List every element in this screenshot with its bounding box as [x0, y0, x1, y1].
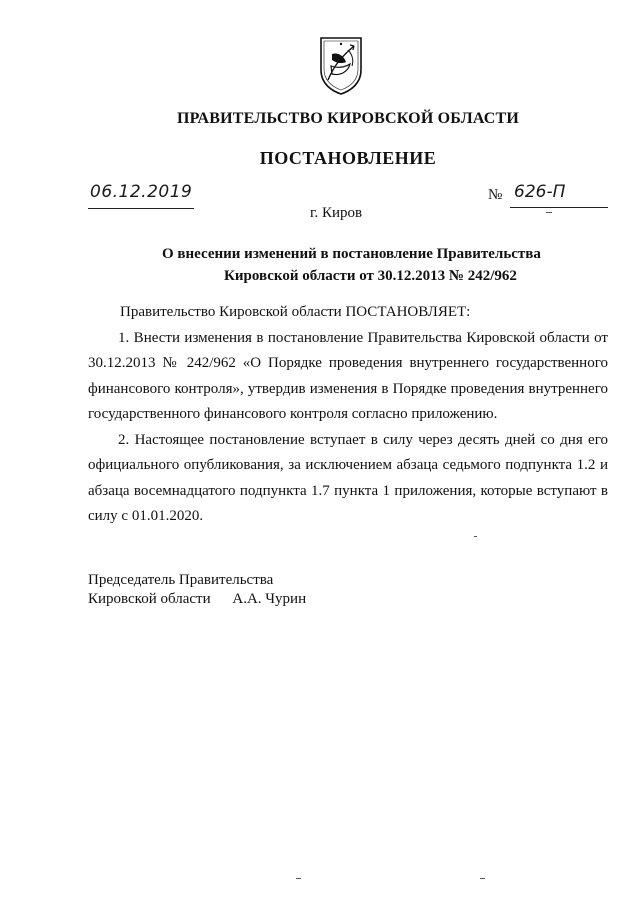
- coat-of-arms-icon: [318, 36, 364, 96]
- document-body: [88, 300, 608, 530]
- document-date: 06.12.2019: [90, 182, 193, 202]
- signer-name: А.А. Чурин: [232, 591, 307, 607]
- document-subject: [130, 243, 590, 287]
- scan-speck: [480, 878, 485, 879]
- signer-title-line-1: Председатель Правительства: [88, 572, 274, 588]
- scan-speck: [296, 878, 301, 879]
- subject-line-1: О внесении изменений в постановление Правительства: [162, 246, 541, 262]
- signer-title-line-2: Кировской области: [88, 591, 211, 607]
- body-item-1: 1. Внести изменения в постановление Правительства Кировской области от 30.12.2013 № 242/962 «О Порядке проведения внутреннего государственного финансового контроля», утвердив изменения в Порядке проведения внутреннего государственного финансового контроля согласно приложению.: [88, 329, 608, 422]
- document-number: 626-П: [514, 182, 566, 202]
- scan-speck: [546, 212, 552, 213]
- organization-heading: ПРАВИТЕЛЬСТВО КИРОВСКОЙ ОБЛАСТИ: [176, 110, 520, 127]
- number-sign: №: [488, 187, 503, 203]
- document-date-field: [88, 184, 194, 209]
- scan-speck: [474, 536, 477, 537]
- subject-line-2: Кировской области от 30.12.2013 № 242/962: [224, 268, 517, 284]
- body-item-2: 2. Настоящее постановление вступает в силу через десять дней со дня его официального опубликования, за исключением абзаца седьмого подпункта 1.2 и абзаца восемнадцатого подпункта 1.7 пункта 1 приложения, которые вступают в силу с 01.01.2020.: [88, 431, 608, 524]
- document-number-field: [488, 184, 608, 208]
- number-underline: [510, 207, 608, 208]
- document-type-heading: ПОСТАНОВЛЕНИЕ: [259, 148, 437, 168]
- signature-block: [88, 571, 306, 609]
- city-label: г. Киров: [310, 205, 363, 221]
- body-lead: Правительство Кировской области ПОСТАНОВЛЯЕТ:: [120, 304, 471, 320]
